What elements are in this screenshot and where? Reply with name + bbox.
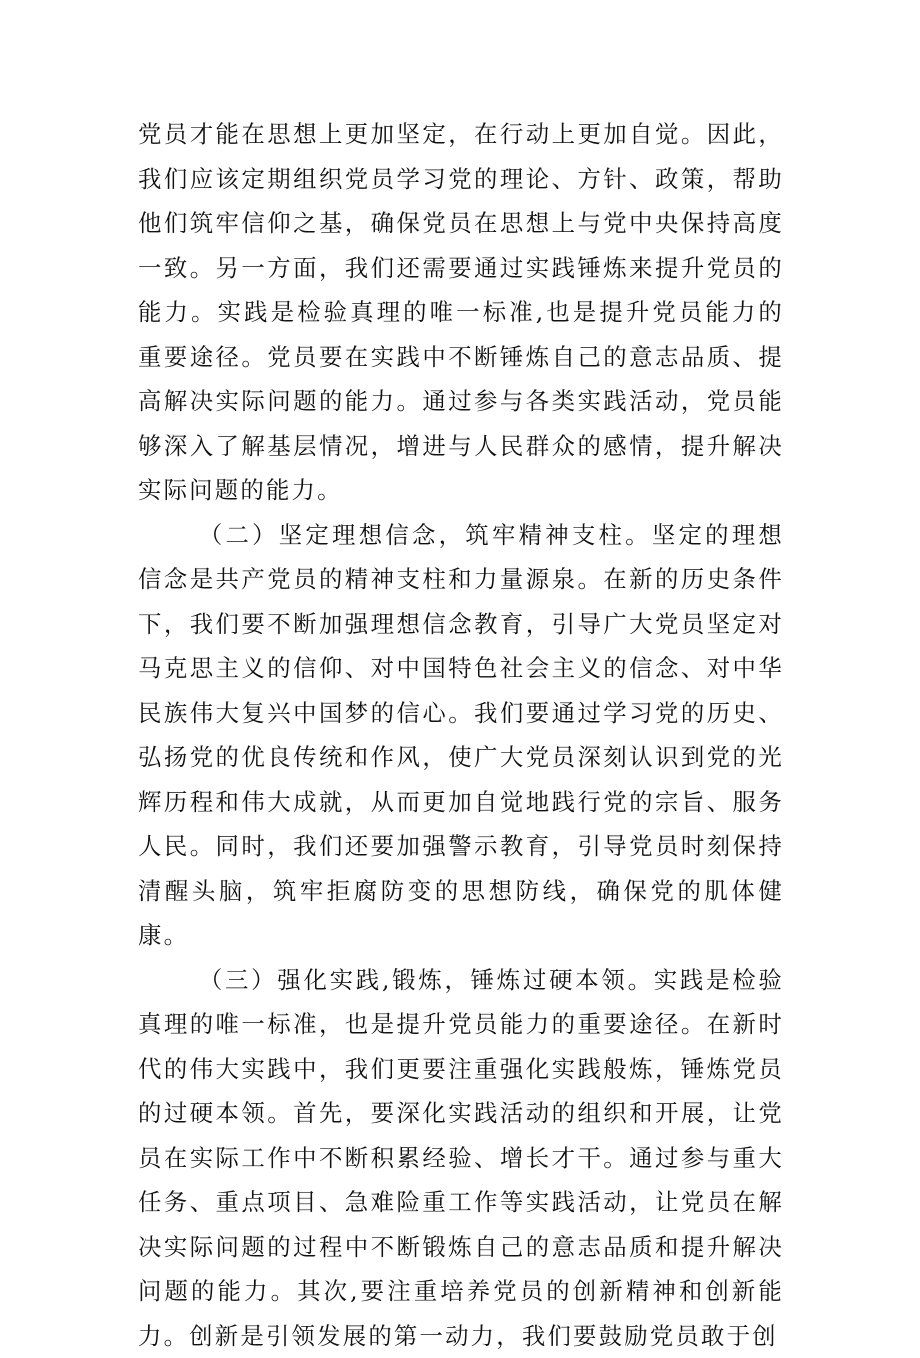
paragraph-continuation: 党员才能在思想上更加坚定，在行动上更加自觉。因此，我们应该定期组织党员学习党的理论、方针、政策，帮助他们筑牢信仰之基，确保党员在思想上与党中央保持高度一致。另一方面，我们还需要通过实践锤炼来提升党员的能力。实践是检验真理的唯一标准,也是提升党员能力的重要途径。党员要在实践中不断锤炼自己的意志品质、提高解决实际问题的能力。通过参与各类实践活动，党员能够深入了解基层情况，增进与人民群众的感情，提升解决实际问题的能力。	[138, 112, 784, 513]
paragraph-section-2: （二）坚定理想信念，筑牢精神支柱。坚定的理想信念是共产党员的精神支柱和力量源泉。在新的历史条件下，我们要不断加强理想信念教育，引导广大党员坚定对马克思主义的信仰、对中国特色社会主义的信念、对中华民族伟大复兴中国梦的信心。我们要通过学习党的历史、弘扬党的优良传统和作风，使广大党员深刻认识到党的光辉历程和伟大成就，从而更加自觉地践行党的宗旨、服务人民。同时，我们还要加强警示教育，引导党员时刻保持清醒头脑，筑牢拒腐防变的思想防线，确保党的肌体健康。	[138, 513, 784, 958]
paragraph-section-3: （三）强化实践,锻炼，锤炼过硬本领。实践是检验真理的唯一标准，也是提升党员能力的重要途径。在新时代的伟大实践中，我们更要注重强化实践般炼，锤炼党员的过硬本领。首先，要深化实践活动的组织和开展，让党员在实际工作中不断积累经验、增长才干。通过参与重大任务、重点项目、急难险重工作等实践活动，让党员在解决实际问题的过程中不断锻炼自己的意志品质和提升解决问题的能力。其次,要注重培养党员的创新精神和创新能力。创新是引领发展的第一动力，我们要鼓励党员敢于创	[138, 958, 784, 1358]
document-body	[138, 112, 784, 1358]
